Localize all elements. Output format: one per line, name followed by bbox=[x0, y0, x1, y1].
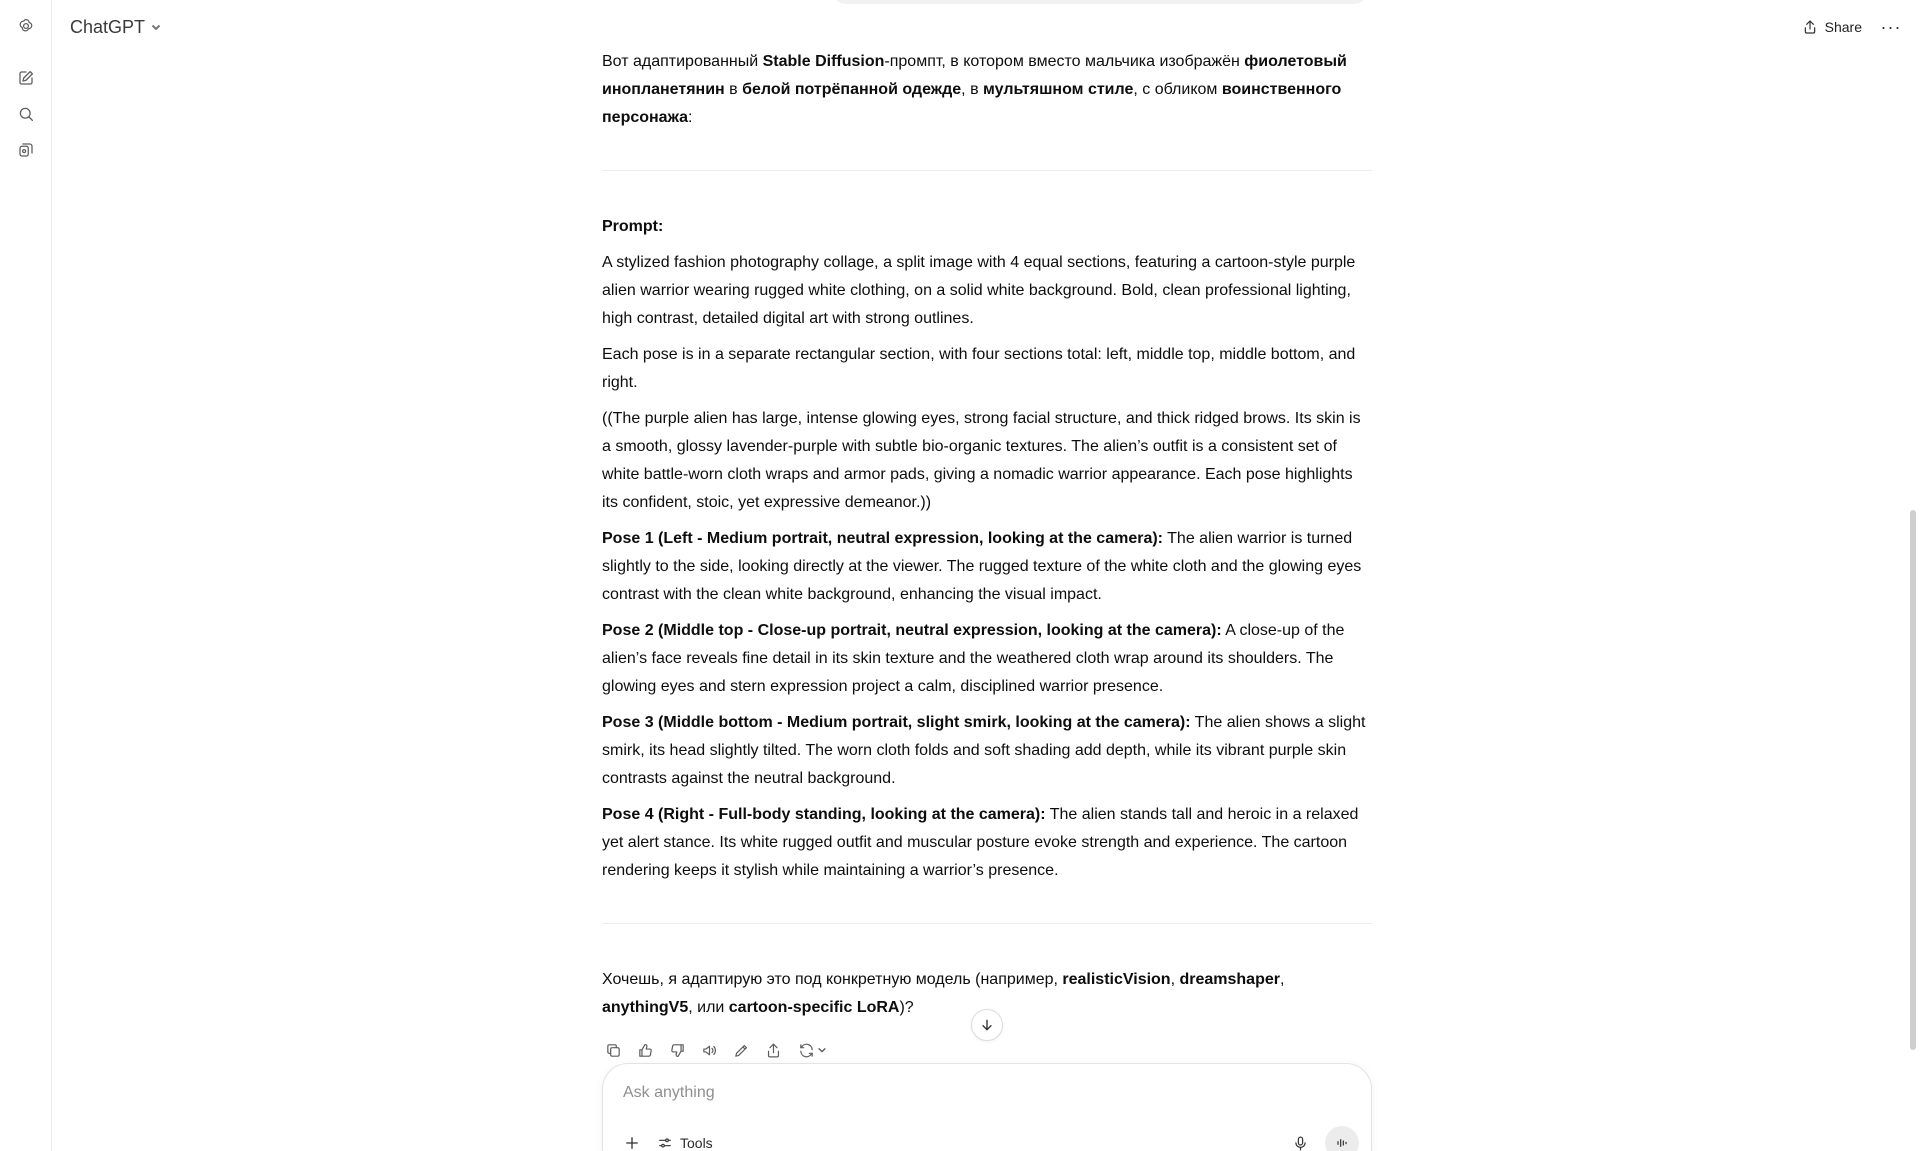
text-run: , с обликом bbox=[1133, 81, 1222, 98]
sliders-icon bbox=[657, 1135, 673, 1151]
text-run: , bbox=[1279, 971, 1285, 988]
chevron-down-icon bbox=[817, 1045, 827, 1055]
text-run: в bbox=[724, 81, 743, 98]
good-response-button[interactable] bbox=[632, 1037, 658, 1063]
text-run: : bbox=[688, 109, 693, 126]
share-label: Share bbox=[1824, 19, 1862, 35]
copy-button[interactable] bbox=[600, 1037, 626, 1063]
voice-mode-button[interactable] bbox=[1325, 1126, 1359, 1151]
previous-user-message-edge bbox=[832, 0, 1368, 4]
pose-title: Pose 1 (Left - Medium portrait, neutral expression, looking at the camera): bbox=[602, 530, 1163, 547]
prompt-input[interactable] bbox=[623, 1080, 1323, 1106]
share-icon bbox=[1802, 19, 1818, 35]
new-chat-button[interactable] bbox=[12, 64, 40, 92]
pose-paragraph bbox=[602, 525, 1372, 609]
pencil-sparkle-icon bbox=[733, 1042, 750, 1059]
read-aloud-button[interactable] bbox=[696, 1037, 722, 1063]
text-run: , или bbox=[688, 999, 729, 1016]
voice-waveform-icon bbox=[1334, 1135, 1350, 1151]
pose-paragraph bbox=[602, 617, 1372, 701]
bold-text: Stable Diffusion bbox=[762, 53, 885, 70]
add-attachment-button[interactable] bbox=[617, 1128, 647, 1151]
assistant-message bbox=[602, 48, 1372, 1030]
scrollbar-thumb[interactable] bbox=[1910, 510, 1916, 1050]
edit-canvas-button[interactable] bbox=[728, 1037, 754, 1063]
arrow-down-icon bbox=[979, 1017, 995, 1033]
library-button[interactable] bbox=[12, 136, 40, 164]
bold-text: фиолетовый инопланетянин bbox=[602, 53, 1347, 98]
pose-title: Pose 4 (Right - Full-body standing, looking at the camera): bbox=[602, 806, 1046, 823]
text-run: , bbox=[1170, 971, 1180, 988]
text-run: Хочешь, я адаптирую это под конкретную модель (например, bbox=[602, 971, 1063, 988]
dictate-button[interactable] bbox=[1285, 1128, 1315, 1151]
prompt-paragraph: ((The purple alien has large, intense glowing eyes, strong facial structure, and thick ridged brows. Its skin is a smooth, glossy lavender-purple with subtle bio-organic textures. The alien’s outfit is a consistent set of white battle-worn cloth wraps and armor pads, giving a nomadic warrior appearance. Each pose highlights its confident, stoic, yet expressive demeanor.)) bbox=[602, 410, 1361, 511]
thumbs-up-icon bbox=[637, 1042, 654, 1059]
model-name: ChatGPT bbox=[70, 16, 146, 37]
pose-text: A close-up of the alien’s face reveals fine detail in its skin texture and the weathered cloth wrap around its shoulders. The glowing eyes and stern expression project a calm, disciplined warrior presence. bbox=[602, 622, 1345, 695]
speaker-icon bbox=[701, 1042, 718, 1059]
text-run: , в bbox=[961, 81, 984, 98]
bold-text: anythingV5 bbox=[602, 999, 689, 1016]
model-picker[interactable] bbox=[70, 13, 162, 41]
prompt-paragraph: A stylized fashion photography collage, a split image with 4 equal sections, featuring a cartoon-style purple alien warrior wearing rugged white clothing, on a solid white background. Bold, clean professional lighting, high contrast, detailed digital art with strong outlines. bbox=[602, 254, 1356, 327]
pose-text: The alien shows a slight smirk, its head slightly tilted. The worn cloth folds and soft shading add depth, while its vibrant purple skin contrasts against the neutral background. bbox=[602, 714, 1366, 787]
search-chats-button[interactable] bbox=[12, 100, 40, 128]
pose-text: The alien warrior is turned slightly to the side, looking directly at the viewer. The rugged texture of the white cloth and the glowing eyes contrast with the clean white background, enhancing the visual impact. bbox=[602, 530, 1362, 603]
search-icon bbox=[17, 105, 35, 123]
refresh-icon bbox=[798, 1042, 815, 1059]
prompt-paragraph: Each pose is in a separate rectangular section, with four sections total: left, middle top, middle bottom, and right. bbox=[602, 346, 1356, 391]
sidebar-rail bbox=[0, 0, 52, 1151]
message-intro bbox=[602, 48, 1372, 132]
more-icon: ··· bbox=[1880, 16, 1902, 37]
new-chat-icon bbox=[17, 69, 35, 87]
library-icon bbox=[17, 141, 35, 159]
prompt-heading: Prompt: bbox=[602, 218, 664, 235]
bold-text: realisticVision bbox=[1062, 971, 1171, 988]
share-message-button[interactable] bbox=[760, 1037, 786, 1063]
divider bbox=[602, 170, 1372, 171]
pose-paragraph bbox=[602, 801, 1372, 885]
pose-title: Pose 3 (Middle bottom - Medium portrait, slight smirk, looking at the camera): bbox=[602, 714, 1191, 731]
pose-paragraph bbox=[602, 709, 1372, 793]
tools-label: Tools bbox=[680, 1135, 713, 1151]
message-actions bbox=[600, 1036, 832, 1064]
scroll-to-bottom-button[interactable] bbox=[971, 1009, 1003, 1041]
microphone-icon bbox=[1292, 1135, 1309, 1151]
share-icon bbox=[765, 1042, 782, 1059]
bad-response-button[interactable] bbox=[664, 1037, 690, 1063]
pose-title: Pose 2 (Middle top - Close-up portrait, neutral expression, looking at the camera): bbox=[602, 622, 1222, 639]
bold-text: cartoon-specific LoRA bbox=[728, 999, 900, 1016]
bold-text: белой потрёпанной одежде bbox=[742, 81, 962, 98]
share-button[interactable] bbox=[1802, 14, 1862, 40]
text-run: -промпт, в котором вместо мальчика изображён bbox=[884, 53, 1245, 70]
bold-text: воинственного персонажа bbox=[602, 81, 1342, 126]
tools-button[interactable] bbox=[657, 1130, 713, 1151]
composer bbox=[602, 1063, 1372, 1151]
plus-icon bbox=[623, 1134, 641, 1151]
thumbs-down-icon bbox=[669, 1042, 686, 1059]
text-run: )? bbox=[899, 999, 914, 1016]
bold-text: dreamshaper bbox=[1179, 971, 1280, 988]
bold-text: мультяшном стиле bbox=[983, 81, 1134, 98]
divider bbox=[602, 923, 1372, 924]
openai-logo-icon bbox=[17, 17, 35, 35]
regenerate-button[interactable] bbox=[792, 1037, 832, 1063]
copy-icon bbox=[605, 1042, 622, 1059]
text-run: Вот адаптированный bbox=[602, 53, 763, 70]
pose-text: The alien stands tall and heroic in a relaxed yet alert stance. Its white rugged outfit and muscular posture evoke strength and experience. The cartoon rendering keeps it stylish while maintaining a warrior’s presence. bbox=[602, 806, 1359, 879]
openai-logo-button[interactable] bbox=[12, 12, 40, 40]
chevron-down-icon bbox=[150, 21, 162, 33]
more-options-button[interactable] bbox=[1878, 14, 1904, 40]
